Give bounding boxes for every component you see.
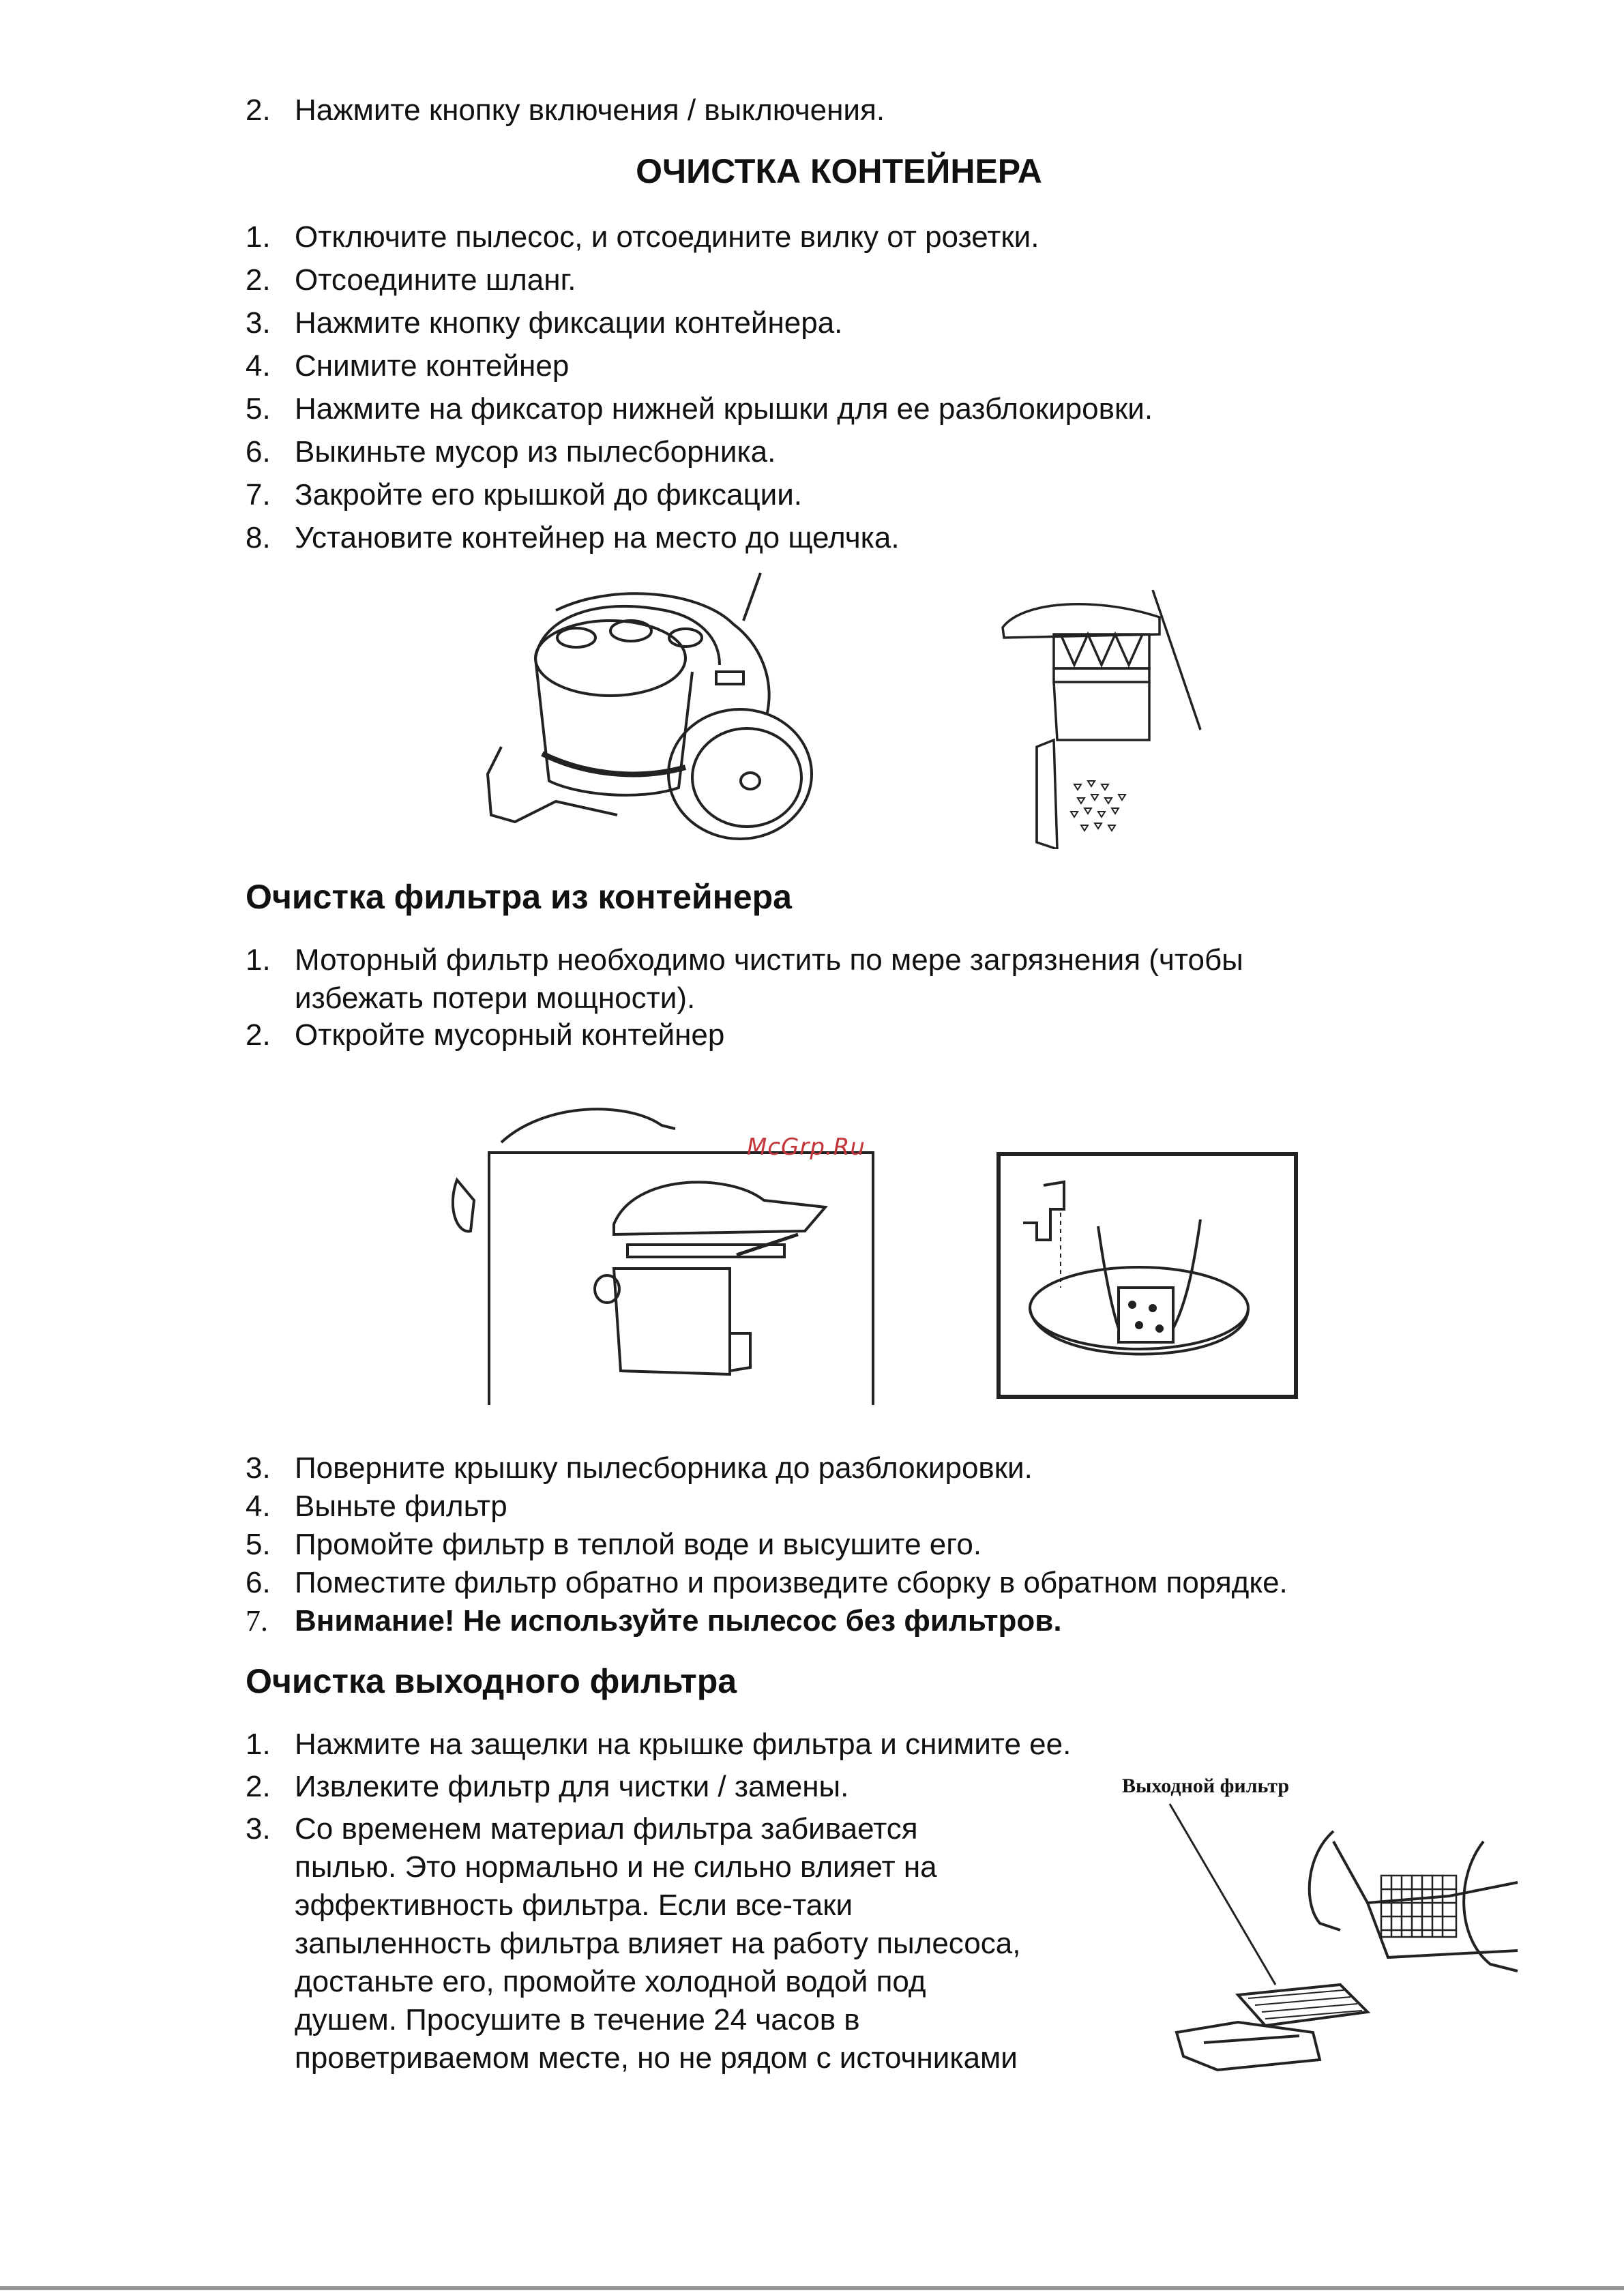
- item-text: Установите контейнер на место до щелчка.: [295, 521, 900, 554]
- list-item: [246, 261, 576, 299]
- list-item: [246, 347, 569, 385]
- list-item: [246, 941, 1243, 979]
- item-text-continuation: проветриваемом месте, но не рядом с источниками: [295, 2041, 1018, 2075]
- section-title-container-cleaning: ОЧИСТКА КОНТЕЙНЕРА: [636, 152, 1042, 190]
- item-text: Нажмите на фиксатор нижней крышки для ее разблокировки.: [295, 392, 1153, 426]
- washing-filter-illustration: [996, 1151, 1299, 1400]
- list-item: [246, 1487, 507, 1526]
- item-text: Нажмите кнопку фиксации контейнера.: [295, 306, 843, 340]
- item-text: Выньте фильтр: [295, 1490, 507, 1523]
- item-text: Поместите фильтр обратно и произведите сборку в обратном порядке.: [295, 1566, 1288, 1599]
- list-item: [246, 1810, 918, 1848]
- item-text: Моторный фильтр необходимо чистить по мере загрязнения (чтобы: [295, 943, 1243, 977]
- item-text: Откройте мусорный контейнер: [295, 1018, 725, 1052]
- item-number: 2.: [246, 1018, 271, 1052]
- item-text: Извлеките фильтр для чистки / замены.: [295, 1770, 849, 1803]
- item-number: 7.: [246, 1604, 268, 1638]
- list-item: [246, 390, 1153, 428]
- item-text: Нажмите на защелки на крышке фильтра и снимите ее.: [295, 1728, 1072, 1761]
- list-item: [246, 218, 1039, 256]
- list-item: [246, 1449, 1033, 1487]
- list-item-warning: [246, 1602, 1062, 1640]
- item-text: Снимите контейнер: [295, 349, 570, 383]
- item-text-continuation: эффективность фильтра. Если все-таки: [295, 1889, 853, 1922]
- item-number: 5.: [246, 392, 271, 426]
- warning-text: Внимание! Не используйте пылесос без фильтров.: [295, 1604, 1062, 1638]
- watermark: McGrp.Ru: [747, 1134, 866, 1161]
- item-number: 2.: [246, 93, 271, 127]
- list-item: [246, 1526, 981, 1564]
- exhaust-filter-illustration: [1163, 1801, 1524, 2087]
- list-item: [246, 1564, 1288, 1602]
- page-bottom-divider: [0, 2286, 1624, 2290]
- dust-container-illustration: [996, 590, 1214, 849]
- figure-caption: Выходной фильтр: [1122, 1775, 1290, 1797]
- item-number: 3.: [246, 306, 271, 340]
- item-number: 1.: [246, 943, 271, 977]
- item-text-continuation: пылью. Это нормально и не сильно влияет на: [295, 1850, 937, 1884]
- item-number: 4.: [246, 349, 271, 383]
- item-text: Отсоедините шланг.: [295, 263, 576, 297]
- list-item: [246, 1016, 724, 1054]
- item-text: Промойте фильтр в теплой воде и высушите его.: [295, 1528, 982, 1561]
- list-item: [246, 91, 885, 130]
- list-item: [246, 476, 802, 514]
- item-number: 6.: [246, 435, 271, 469]
- item-number: 3.: [246, 1812, 271, 1846]
- item-number: 6.: [246, 1566, 271, 1599]
- section-title-container-filter: Очистка фильтра из контейнера: [246, 878, 792, 916]
- item-number: 7.: [246, 478, 271, 512]
- item-text-continuation: достаньте его, промойте холодной водой под: [295, 1965, 926, 1998]
- item-number: 4.: [246, 1490, 271, 1523]
- item-number: 2.: [246, 1770, 271, 1803]
- item-text: Выкиньте мусор из пылесборника.: [295, 435, 776, 469]
- list-item: [246, 1768, 848, 1806]
- item-text-continuation: избежать потери мощности).: [295, 981, 696, 1015]
- item-text: Поверните крышку пылесборника до разблокировки.: [295, 1451, 1033, 1485]
- list-item: [246, 304, 842, 342]
- section-title-exhaust-filter: Очистка выходного фильтра: [246, 1662, 737, 1700]
- item-number: 1.: [246, 1728, 271, 1761]
- item-number: 8.: [246, 521, 271, 554]
- list-item: [246, 1726, 1071, 1764]
- item-number: 2.: [246, 263, 271, 297]
- item-text: Со временем материал фильтра забивается: [295, 1812, 918, 1846]
- item-text: Закройте его крышкой до фиксации.: [295, 478, 803, 512]
- vacuum-cleaner-illustration: [474, 569, 815, 849]
- item-number: 3.: [246, 1451, 271, 1485]
- list-item: [246, 519, 900, 557]
- item-number: 5.: [246, 1528, 271, 1561]
- list-item: [246, 433, 776, 471]
- item-text: Нажмите кнопку включения / выключения.: [295, 93, 885, 127]
- item-text-continuation: душем. Просушите в течение 24 часов в: [295, 2003, 860, 2037]
- item-text-continuation: запыленность фильтра влияет на работу пылесоса,: [295, 1927, 1021, 1960]
- item-number: 1.: [246, 220, 271, 254]
- item-text: Отключите пылесос, и отсоедините вилку от розетки.: [295, 220, 1039, 254]
